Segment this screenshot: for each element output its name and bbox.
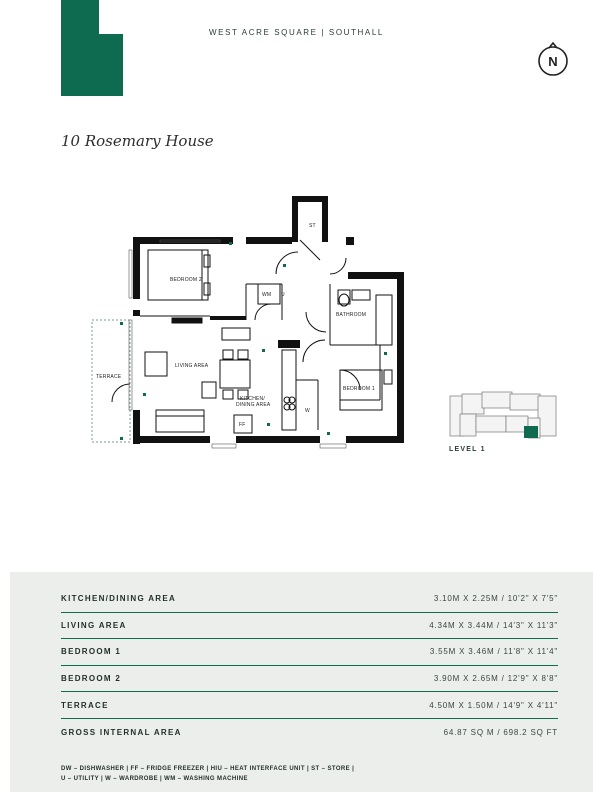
row-value: 3.10M X 2.25M / 10'2" X 7'5" <box>433 594 558 604</box>
row-value: 3.90M X 2.65M / 12'9" X 8'8" <box>433 674 558 684</box>
row-label: LIVING AREA <box>61 620 127 630</box>
row-label: BEDROOM 1 <box>61 647 122 657</box>
row-value: 3.55M X 3.46M / 11'8" X 11'4" <box>429 647 558 657</box>
label-kitchen-line1: KITCHEN/ <box>240 396 265 402</box>
specification-panel <box>10 572 593 792</box>
label-wm: WM <box>262 292 272 298</box>
row-label: KITCHEN/DINING AREA <box>61 594 177 604</box>
north-compass-icon <box>535 40 575 80</box>
label-kitchen-line2: DINING AREA <box>236 402 271 408</box>
label-living: LIVING AREA <box>175 363 209 369</box>
row-value: 64.87 SQ M / 698.2 SQ FT <box>443 728 558 738</box>
label-bedroom2: BEDROOM 2 <box>170 277 202 283</box>
table-row <box>61 719 558 747</box>
row-value: 4.34M X 3.44M / 14'3" X 11'3" <box>429 620 558 630</box>
row-label: GROSS INTERNAL AREA <box>61 728 182 738</box>
table-row <box>61 666 558 693</box>
building-key-plan <box>446 388 562 444</box>
label-terrace: TERRACE <box>96 374 122 380</box>
table-row <box>61 613 558 640</box>
brand-logo <box>61 0 123 96</box>
label-bedroom1: BEDROOM 1 <box>343 386 375 392</box>
label-bathroom: BATHROOM <box>336 312 367 318</box>
legend-line: U – UTILITY | W – WARDROBE | WM – WASHING MACHINE <box>61 776 248 782</box>
floor-plan <box>88 194 418 452</box>
unit-title: 10 Rosemary House <box>61 132 214 150</box>
label-ff: FF <box>239 422 246 428</box>
label-utility: U <box>281 292 285 298</box>
compass-label: N <box>548 54 558 69</box>
table-row <box>61 692 558 719</box>
label-store: ST <box>309 223 316 229</box>
abbreviation-legend <box>61 764 461 784</box>
dimension-table <box>61 586 558 747</box>
table-row <box>61 639 558 666</box>
row-value: 4.50M X 1.50M / 14'9" X 4'11" <box>429 700 558 710</box>
legend-line: DW – DISHWASHER | FF – FRIDGE FREEZER | HIU – HEAT INTERFACE UNIT | ST – STORE | <box>61 766 355 772</box>
row-label: TERRACE <box>61 700 109 710</box>
development-title: WEST ACRE SQUARE | SOUTHALL <box>209 28 384 37</box>
label-wardrobe: W <box>305 408 310 414</box>
table-row <box>61 586 558 613</box>
level-label: LEVEL 1 <box>449 446 486 453</box>
row-label: BEDROOM 2 <box>61 674 122 684</box>
